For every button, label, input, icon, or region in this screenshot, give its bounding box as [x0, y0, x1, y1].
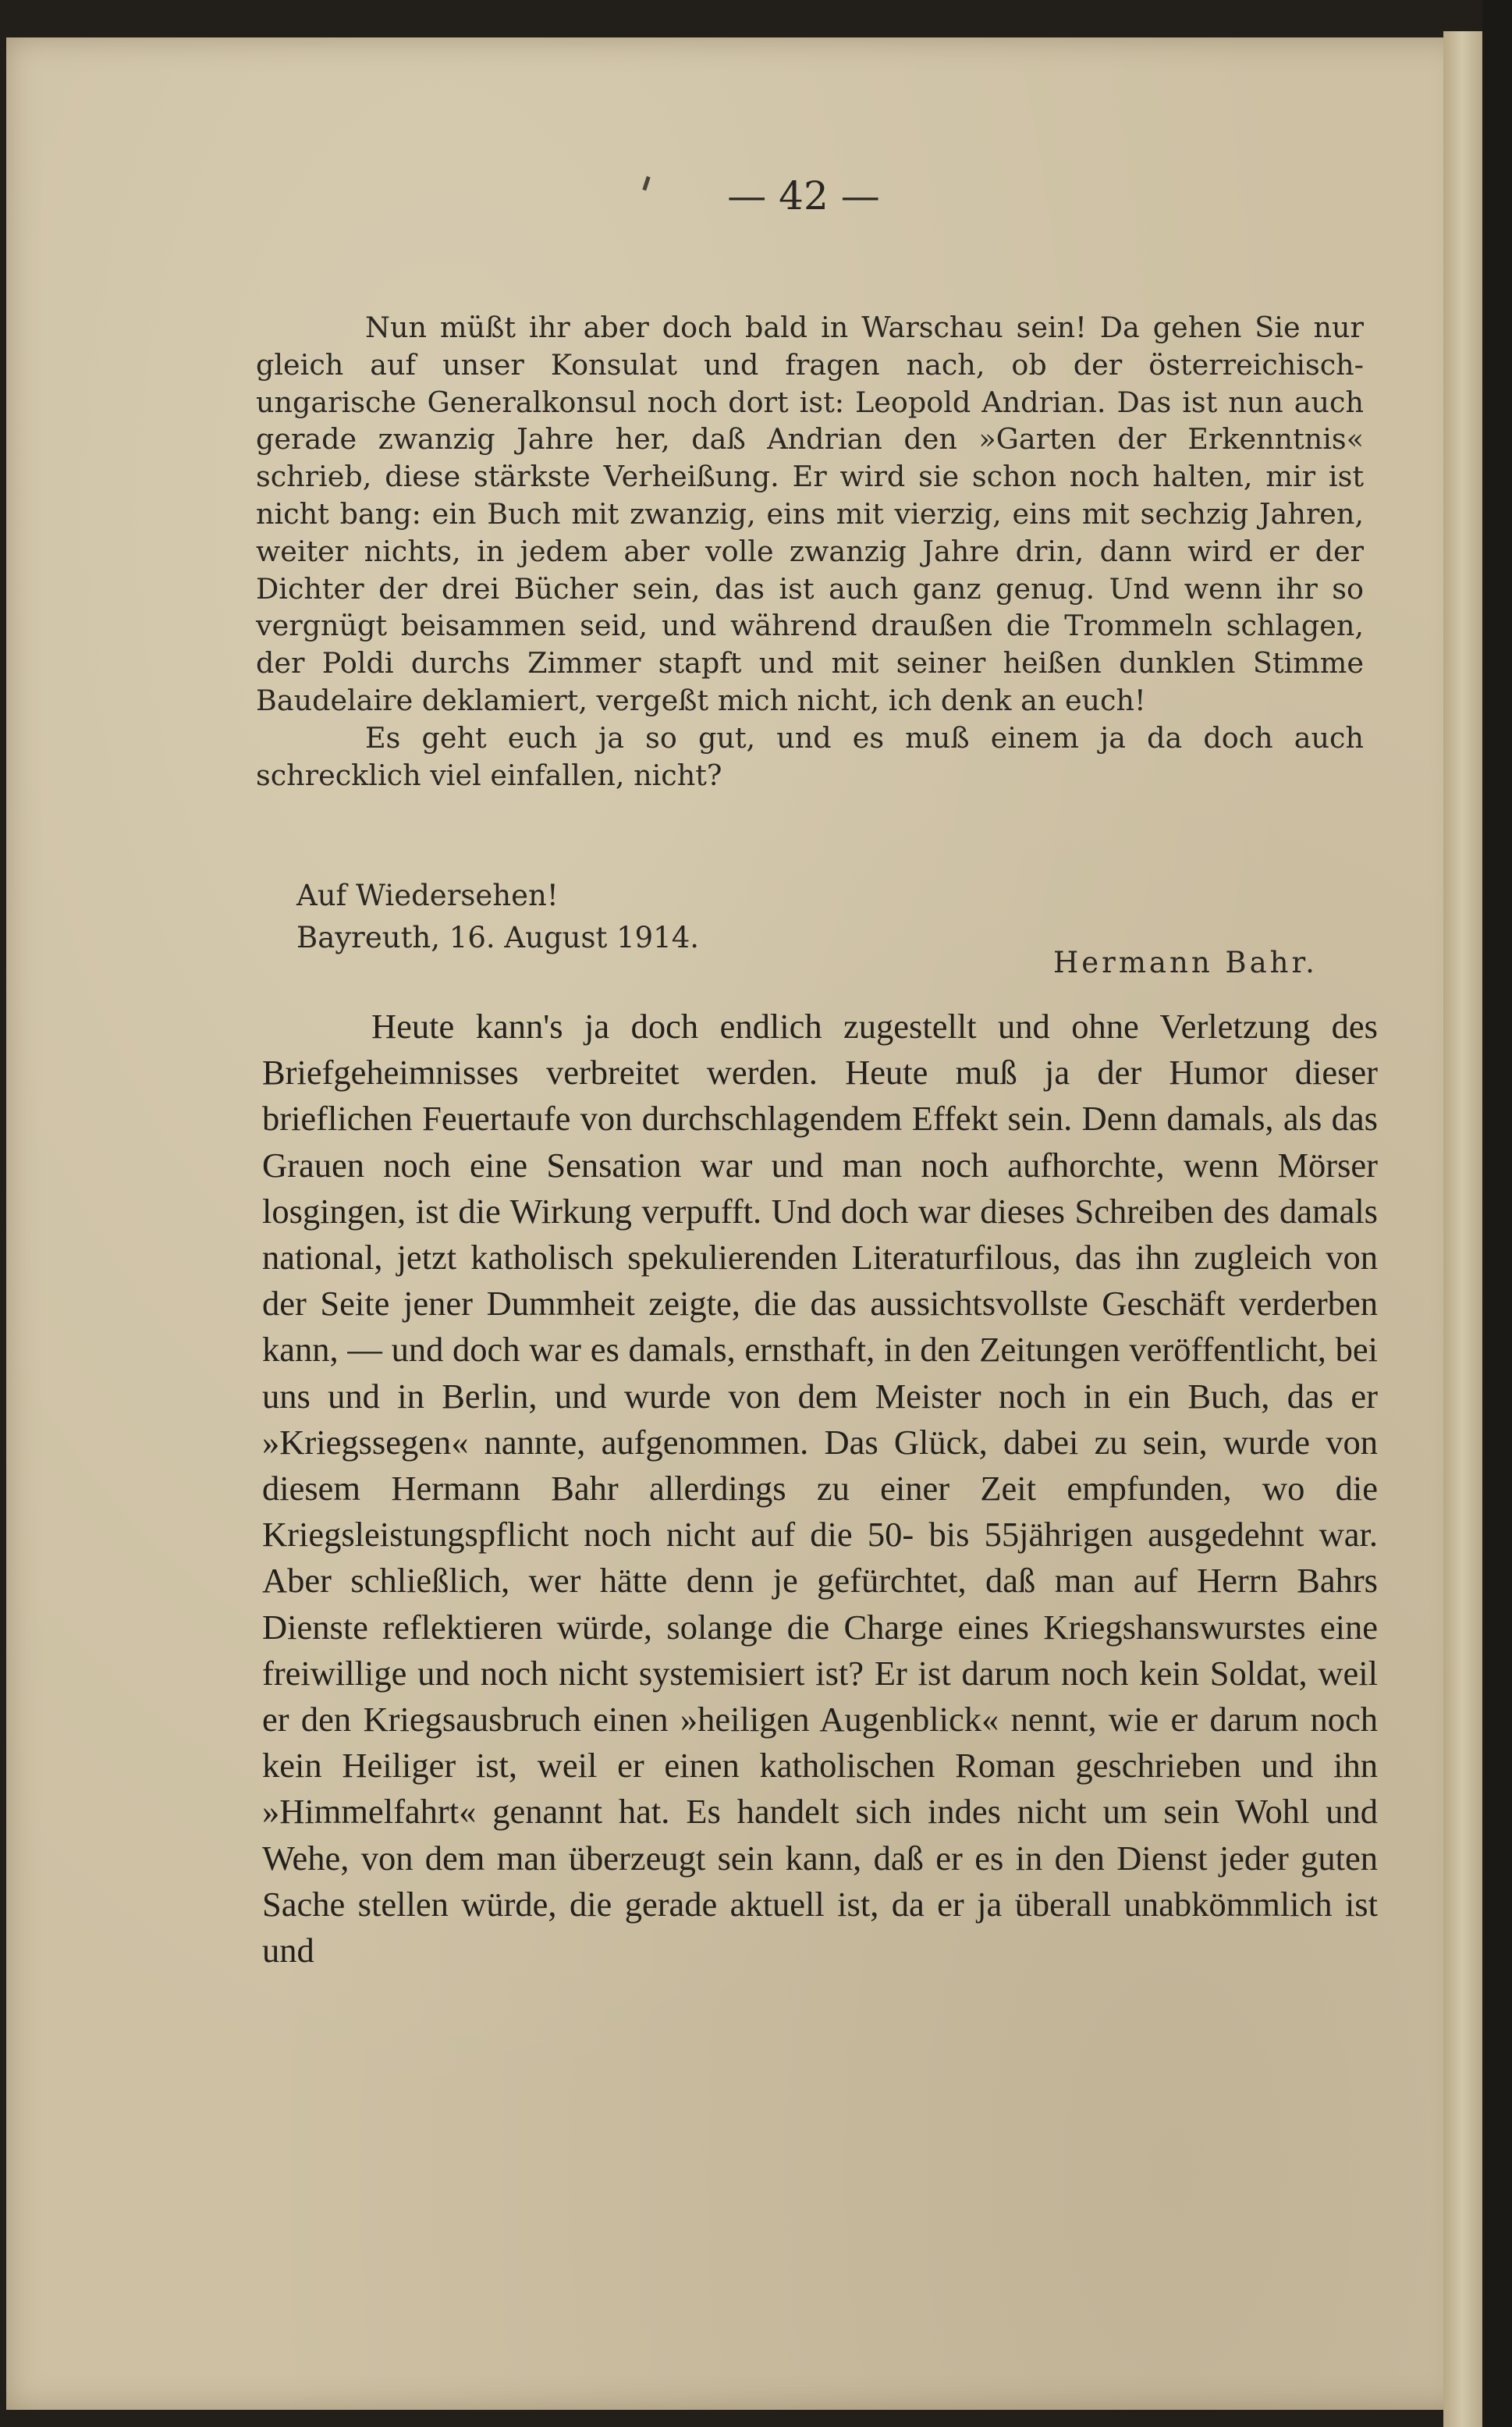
commentary-text — [262, 1004, 1378, 1974]
letter-paragraph-1: Nun müßt ihr aber doch bald in Warschau sein! Da gehen Sie nur gleich auf unser Konsulat und fragen nach, ob der österreichisch-ungarische Generalkonsul noch dort ist: Leopold Andrian. Das ist nun auch gerade zwanzig Jahre her, daß Andrian den »Garten der Erkenntnis« schrieb, diese stärkste Verheißung. Er wird sie schon noch halten, mir ist nicht bang: ein Buch mit zwanzig, eins mit vierzig, eins mit sechzig Jahren, weiter nichts, in jedem aber volle zwanzig Jahre drin, dann wird er der Dichter der drei Bücher sein, das ist auch ganz genug. Und wenn ihr so vergnügt beisammen seid, und während draußen die Trommeln schlagen, der Poldi durchs Zimmer stapft und mit seiner heißen dunklen Stimme Baudelaire deklamiert, vergeßt mich nicht, ich denk an euch! — [256, 311, 1364, 717]
page-number: — 42 — — [727, 173, 880, 219]
commentary-paragraph: Heute kann's ja doch endlich zugestellt und ohne Verletzung des Briefgeheimnisses verbreitet werden. Heute muß ja der Humor dieser brieflichen Feuertaufe von durchschlagendem Effekt sein. Denn damals, als das Grauen noch eine Sensation war und man noch aufhorchte, wenn Mörser losgingen, ist die Wirkung verpufft. Und doch war dieses Schreiben des damals national, jetzt katholisch spekulierenden Literaturfilous, das ihn zugleich von der Seite jener Dummheit zeigte, die das aussichtsvollste Geschäft verderben kann, — und doch war es damals, ernsthaft, in den Zeitungen veröffentlicht, bei uns und in Berlin, und wurde von dem Meister noch in ein Buch, das er »Kriegssegen« nannte, aufgenommen. Das Glück, dabei zu sein, wurde von diesem Hermann Bahr allerdings zu einer Zeit empfunden, wo die Kriegsleistungspflicht noch nicht auf die 50- bis 55jährigen ausgedehnt war. Aber schließlich, wer hätte denn je gefürchtet, daß man auf Herrn Bahrs Dienste reflektieren würde, solange die Charge eines Kriegshanswurstes eine freiwillige und noch nicht systemisiert ist? Er ist darum noch kein Soldat, weil er den Kriegsausbruch einen »heiligen Augenblick« nennt, wie er darum noch kein Heiliger ist, weil er einen katholischen Roman geschrieben und ihn »Himmelfahrt« genannt hat. Es handelt sich indes nicht um sein Wohl und Wehe, von dem man überzeugt sein kann, daß er es in den Dienst jeder guten Sache stellen würde, die gerade aktuell ist, da er ja überall unabkömmlich ist und — [262, 1007, 1378, 1970]
quoted-letter — [256, 309, 1364, 794]
book-edge-shadow — [1482, 0, 1512, 2427]
letter-closing: Auf Wiedersehen! — [296, 879, 559, 912]
letter-signature: Hermann Bahr. — [1053, 946, 1318, 979]
letter-place-date: Bayreuth, 16. August 1914. — [296, 921, 699, 954]
letter-paragraph-2: Es geht euch ja so gut, und es muß einem ja da doch auch schrecklich viel einfallen, nicht? — [256, 720, 1364, 792]
